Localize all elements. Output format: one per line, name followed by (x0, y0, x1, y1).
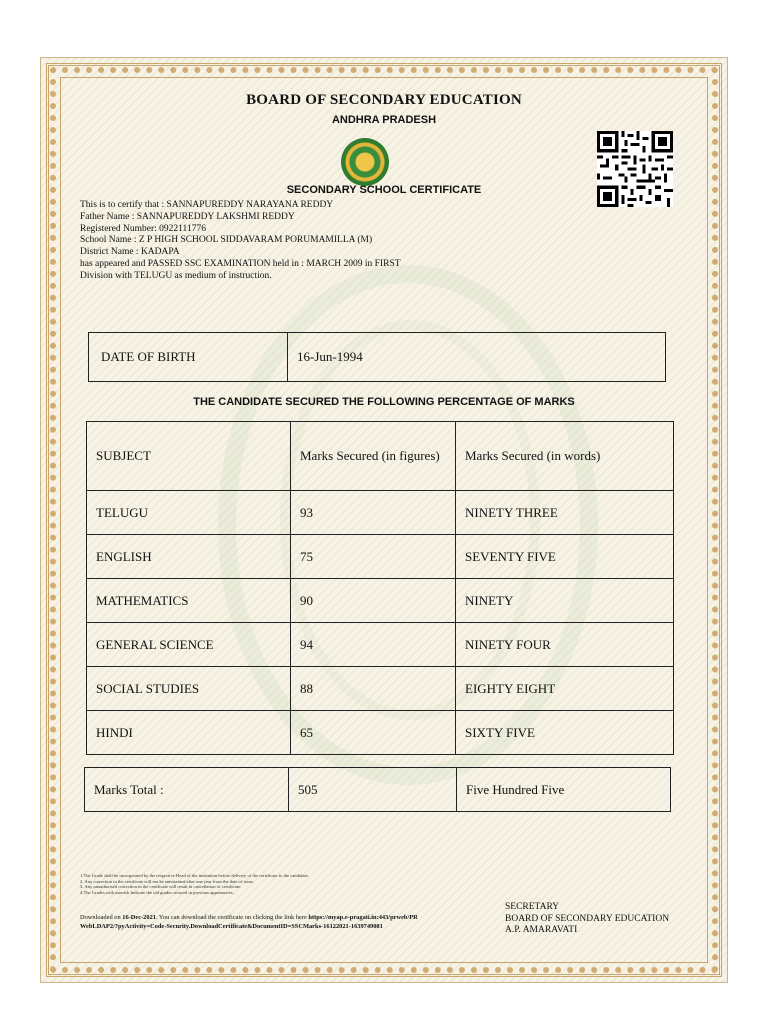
figures-cell: 88 (291, 667, 456, 711)
signature-block (505, 902, 669, 937)
candidate-name-line: This is to certify that : SANNAPUREDDY NARAYANA REDDY (80, 200, 334, 210)
table-row (87, 535, 674, 579)
marks-heading: THE CANDIDATE SECURED THE FOLLOWING PERCENTAGE OF MARKS (193, 396, 575, 408)
table-row (87, 491, 674, 535)
subject-cell: HINDI (87, 711, 291, 755)
marks-table (86, 421, 674, 755)
qr-code-icon (597, 131, 673, 207)
registered-number-line: Registered Number: 0922111776 (80, 223, 206, 234)
table-row (87, 711, 674, 755)
figures-cell: 90 (291, 579, 456, 623)
footnote: 4.The Grades with asterisk Indicate the old grades secured in previous appearances. (80, 889, 234, 895)
words-cell: EIGHTY EIGHT (456, 667, 674, 711)
total-figures: 505 (289, 768, 457, 812)
signatory-board: BOARD OF SECONDARY EDUCATION (505, 913, 670, 924)
download-middle: . You can download the certificate on clicking the link here (155, 914, 309, 921)
father-name-line: Father Name : SANNAPUREDDY LAKSHMI REDDY (80, 211, 295, 222)
subject-cell: TELUGU (87, 491, 291, 535)
table-row (87, 623, 674, 667)
board-title: BOARD OF SECONDARY EDUCATION (246, 92, 522, 108)
marks-total-table (84, 767, 671, 812)
subject-cell: GENERAL SCIENCE (87, 623, 291, 667)
words-cell: NINETY THREE (456, 491, 674, 535)
table-row (87, 579, 674, 623)
district-name-line: District Name : KADAPA (80, 247, 180, 258)
footnote: 3. Any unauthorised correction in the certificate will result in cancellation of certificate. (80, 884, 242, 890)
figures-cell: 65 (291, 711, 456, 755)
subject-cell: SOCIAL STUDIES (87, 667, 291, 711)
division-line: Division with TELUGU as medium of instruction. (80, 270, 272, 281)
download-date: 16-Dec-2021 (122, 914, 156, 921)
figures-cell: 75 (291, 535, 456, 579)
signatory-place: A.P. AMARAVATI (505, 925, 578, 935)
footnotes (80, 873, 309, 895)
school-name-line: School Name : Z P HIGH SCHOOL SIDDAVARAM PORUMAMILLA (M) (80, 235, 373, 246)
exam-passed-line: has appeared and PASSED SSC EXAMINATION held in : MARCH 2009 in FIRST (80, 258, 401, 269)
signatory-title: SECRETARY (505, 902, 560, 912)
date-of-birth-table (88, 332, 666, 382)
state-emblem-icon (341, 138, 389, 186)
header-figures: Marks Secured (in figures) (291, 422, 456, 491)
words-cell: SIXTY FIVE (456, 711, 674, 755)
subject-cell: ENGLISH (87, 535, 291, 579)
subject-cell: MATHEMATICS (87, 579, 291, 623)
table-row (87, 667, 674, 711)
total-label: Marks Total : (85, 768, 289, 812)
table-header-row (87, 422, 674, 491)
download-link[interactable]: https://myap.e-pragati.in:443/prweb/PRWebLDAP2/?pyActivity=Code-Security.DownloadCertificate&DocumentID=SSCMarks-16122021-1639749081 (80, 914, 418, 930)
total-words: Five Hundred Five (457, 768, 671, 812)
certificate-title: SECONDARY SCHOOL CERTIFICATE (286, 184, 482, 196)
download-prefix: Downloaded on (80, 914, 123, 921)
figures-cell: 94 (291, 623, 456, 667)
header-subject: SUBJECT (87, 422, 291, 491)
header-words: Marks Secured (in words) (456, 422, 674, 491)
words-cell: SEVENTY FIVE (456, 535, 674, 579)
download-note (80, 914, 420, 931)
footnote: 2. Any correction in the certificate will not be entertained after one year from the date of issue. (80, 878, 254, 884)
words-cell: NINETY (456, 579, 674, 623)
candidate-details (80, 200, 401, 283)
dob-value: 16-Jun-1994 (288, 333, 666, 382)
dob-label: DATE OF BIRTH (89, 333, 288, 382)
footnote: 1.The Grade shall be incorporated by the respective Head of the institution before delivery of the certificate to the candidate. (80, 873, 309, 878)
figures-cell: 93 (291, 491, 456, 535)
state-name: ANDHRA PRADESH (331, 114, 437, 126)
words-cell: NINETY FOUR (456, 623, 674, 667)
